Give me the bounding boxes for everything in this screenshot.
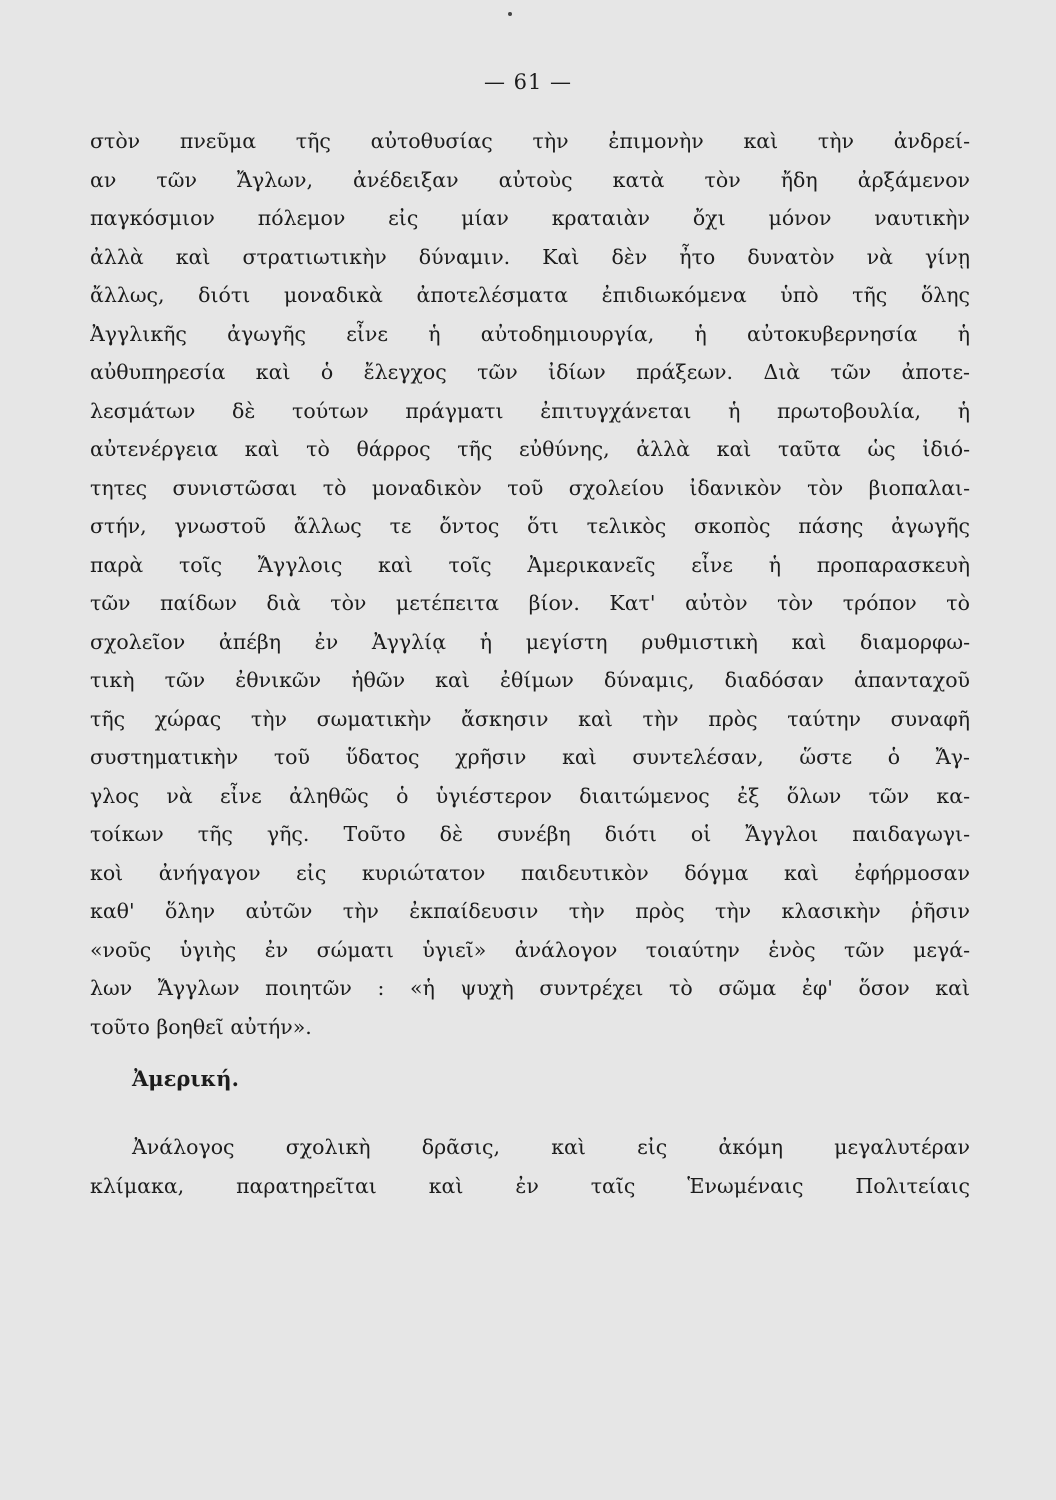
section-heading: Ἀμερική.: [132, 1066, 239, 1091]
text-line: στὸν πνεῦμα τῆς αὐτοθυσίας τὴν ἐπιμονὴν καὶ τὴν ἀνδρεί-: [90, 129, 970, 153]
text-line: τητες συνιστῶσαι τὸ μοναδικὸν τοῦ σχολείου ἰδανικὸν τὸν βιοπαλαι-: [90, 475, 970, 500]
text-line: τοίκων τῆς γῆς. Τοῦτο δὲ συνέβη διότι οἱ Ἄγγλοι παιδαγωγι-: [90, 822, 970, 846]
text-line: αν τῶν Ἄγλων, ἀνέδειξαν αὐτοὺς κατὰ τὸν ἤδη ἀρξάμενον: [90, 167, 970, 192]
text-line: σχολεῖον ἀπέβη ἐν Ἀγγλίᾳ ἡ μεγίστη ρυθμιστικὴ καὶ διαμορφω-: [90, 629, 970, 654]
text-line: στήν, γνωστοῦ ἄλλως τε ὄντος ὅτι τελικὸς σκοπὸς πάσης ἀγωγῆς: [90, 514, 970, 538]
text-line: ἀλλὰ καὶ στρατιωτικὴν δύναμιν. Καὶ δὲν ἦτο δυνατὸν νὰ γίνῃ: [90, 244, 970, 269]
text-line: παγκόσμιον πόλεμον εἰς μίαν κραταιὰν ὄχι μόνον ναυτικὴν: [90, 206, 970, 230]
text-line: ἄλλως, διότι μοναδικὰ ἀποτελέσματα ἐπιδιωκόμενα ὑπὸ τῆς ὅλης: [90, 283, 970, 307]
page-number: — 61 —: [483, 70, 573, 94]
text-line: καθ' ὅλην αὐτῶν τὴν ἐκπαίδευσιν τὴν πρὸς τὴν κλασικὴν ῥῆσιν: [90, 899, 970, 923]
text-line: Ἀνάλογος σχολικὴ δρᾶσις, καὶ εἰς ἀκόμη μεγαλυτέραν: [132, 1135, 970, 1159]
text-line: τικὴ τῶν ἐθνικῶν ἠθῶν καὶ ἐθίμων δύναμις, διαδόσαν ἁπανταχοῦ: [90, 668, 970, 692]
text-line: «νοῦς ὑγιὴς ἐν σώματι ὑγιεῖ» ἀνάλογον τοιαύτην ἑνὸς τῶν μεγά-: [90, 937, 970, 962]
text-line: Ἀγγλικῆς ἀγωγῆς εἶνε ἡ αὐτοδημιουργία, ἡ αὐτοκυβερνησία ἡ: [90, 321, 970, 346]
text-line: γλος νὰ εἶνε ἀληθῶς ὁ ὑγιέστερον διαιτώμενος ἐξ ὅλων τῶν κα-: [90, 783, 970, 808]
text-line: τῶν παίδων διὰ τὸν μετέπειτα βίον. Κατ' αὐτὸν τὸν τρόπον τὸ: [90, 591, 970, 615]
text-line: κοὶ ἀνήγαγον εἰς κυριώτατον παιδευτικὸν δόγμα καὶ ἐφήρμοσαν: [90, 860, 970, 885]
text-line: λεσμάτων δὲ τούτων πράγματι ἐπιτυγχάνεται ἡ πρωτοβουλία, ἡ: [90, 398, 970, 423]
text-line: τῆς χώρας τὴν σωματικὴν ἄσκησιν καὶ τὴν πρὸς ταύτην συναφῆ: [90, 706, 970, 731]
text-line: αὐθυπηρεσία καὶ ὁ ἔλεγχος τῶν ἰδίων πράξεων. Διὰ τῶν ἀποτε-: [90, 360, 970, 384]
paragraph-america: [90, 1128, 970, 1205]
text-line: κλίμακα, παρατηρεῖται καὶ ἐν ταῖς Ἑνωμέναις Πολιτείαις: [90, 1173, 970, 1198]
text-line: αὐτενέργεια καὶ τὸ θάρρος τῆς εὐθύνης, ἀλλὰ καὶ ταῦτα ὡς ἰδιό-: [90, 437, 970, 461]
text-line: τοῦτο βοηθεῖ αὐτήν».: [90, 1014, 312, 1039]
text-line: λων Ἄγγλων ποιητῶν : «ἡ ψυχὴ συντρέχει τὸ σῶμα ἐφ' ὅσον καὶ: [90, 976, 970, 1000]
text-line: παρὰ τοῖς Ἄγγλοις καὶ τοῖς Ἀμερικανεῖς εἶνε ἡ προπαρασκευὴ: [90, 552, 970, 577]
ink-speck: [508, 12, 512, 16]
paragraph-england: [90, 122, 970, 1046]
text-line: συστηματικὴν τοῦ ὕδατος χρῆσιν καὶ συντελέσαν, ὥστε ὁ Ἄγ-: [90, 745, 970, 769]
